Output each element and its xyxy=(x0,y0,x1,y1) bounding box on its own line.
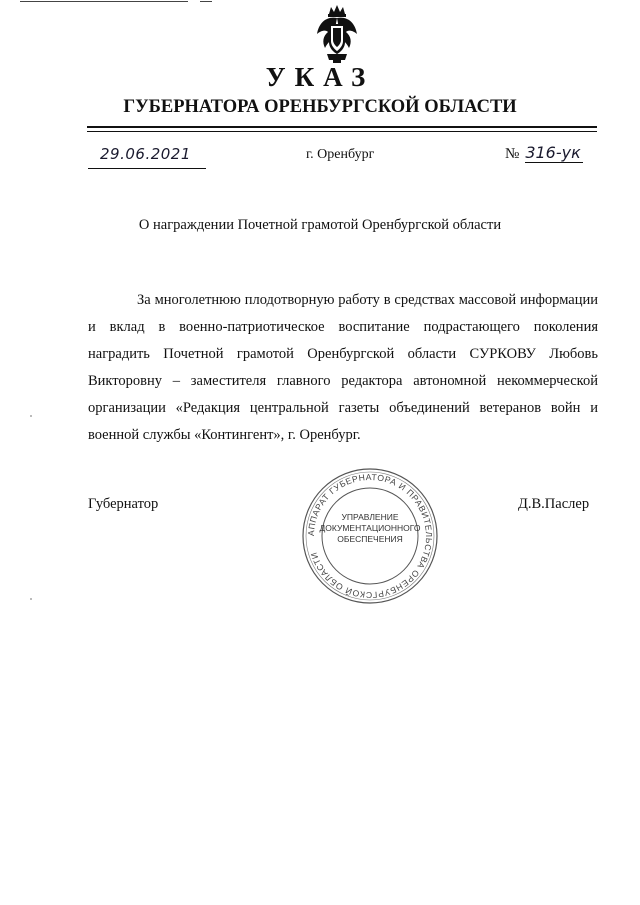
stamp-ring-text: АППАРАТ ГУБЕРНАТОРА И ПРАВИТЕЛЬСТВА ОРЕНБУРГСКОЙ ОБЛАСТИ xyxy=(305,471,435,601)
number-field xyxy=(505,143,583,163)
signatory-name: Д.В.Паслер xyxy=(518,496,590,512)
scan-artifact-line xyxy=(200,1,212,2)
official-stamp xyxy=(300,466,440,606)
stamp-center-text xyxy=(300,512,440,545)
signatory-position: Губернатор xyxy=(88,496,159,512)
issuer-subtitle: ГУБЕРНАТОРА ОРЕНБУРГСКОЙ ОБЛАСТИ xyxy=(123,97,517,117)
document-heading: О награждении Почетной грамотой Оренбургской области xyxy=(138,217,502,233)
scan-speck xyxy=(30,415,32,417)
number-sign: № xyxy=(505,146,520,162)
stamp-center-line: ДОКУМЕНТАЦИОННОГО xyxy=(319,523,421,533)
scan-speck xyxy=(30,598,32,600)
stamp-center-line: ОБЕСПЕЧЕНИЯ xyxy=(337,534,403,544)
number-value: 316-ук xyxy=(525,143,583,163)
stamp-center-line: УПРАВЛЕНИЕ xyxy=(341,512,399,522)
date-field xyxy=(88,144,206,169)
header-divider-thin xyxy=(87,131,597,132)
document-type-title: УКАЗ xyxy=(265,62,375,92)
coat-of-arms-icon xyxy=(313,4,361,64)
scan-artifact-line xyxy=(20,1,188,2)
header-divider-thick xyxy=(87,126,597,128)
date-value: 29.06.2021 xyxy=(100,145,191,163)
city-label: г. Оренбург xyxy=(306,147,375,162)
document-body: За многолетнюю плодотворную работу в средствах массовой информации и вклад в военно-патриотическое воспитание подрастающего поколения наградить Почетной грамотой Оренбургской области СУРКОВУ Любовь Викторовну – заместителя главного редактора автономной некоммерческой организации «Редакция центральной газеты объединений ветеранов войн и военной службы «Контингент», г. Оренбург. xyxy=(88,292,598,443)
